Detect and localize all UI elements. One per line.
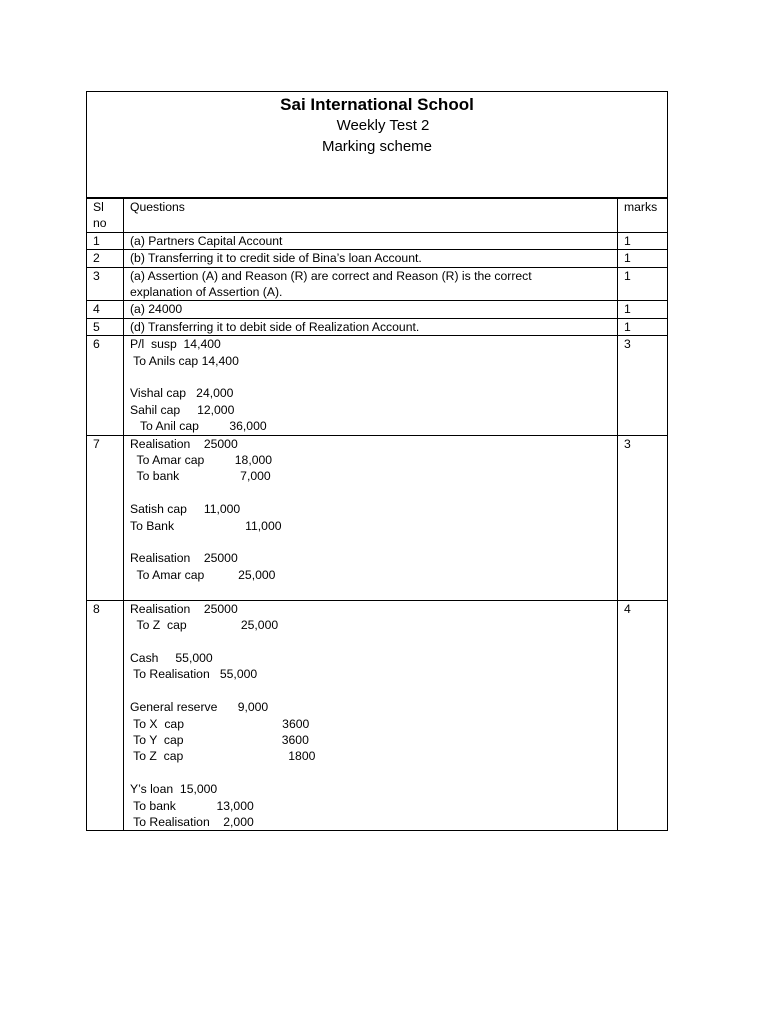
answer-line: To Amar cap 18,000 <box>130 453 273 468</box>
answer-line: (b) Transferring it to credit side of Bina’s loan Account. <box>130 251 422 266</box>
answer-line: (a) Partners Capital Account <box>130 233 283 248</box>
row-sl-cell: 2 <box>87 250 124 267</box>
table-header-row <box>87 199 668 233</box>
answer-line: Realisation 25000 <box>130 436 238 451</box>
column-header-questions: Questions <box>124 199 618 233</box>
row-question-cell <box>124 250 618 267</box>
answer-line: Cash 55,000 <box>130 650 213 665</box>
row-sl-cell: 1 <box>87 232 124 249</box>
table-row <box>87 600 668 831</box>
answer-line: (d) Transferring it to debit side of Realization Account. <box>130 319 420 334</box>
row-question-cell <box>124 600 618 831</box>
table-row <box>87 301 668 318</box>
answer-line: To X cap 3600 <box>130 716 310 731</box>
answer-line <box>130 534 611 550</box>
marking-table <box>86 198 668 831</box>
answer-line: Realisation 25000 <box>130 551 238 566</box>
row-marks-cell: 1 <box>618 232 668 249</box>
row-marks-cell: 3 <box>618 435 668 600</box>
table-row <box>87 232 668 249</box>
answer-line: To Realisation 55,000 <box>130 667 258 682</box>
answer-line: Vishal cap 24,000 <box>130 386 234 401</box>
answer-line: Realisation 25000 <box>130 601 238 616</box>
row-question-cell <box>124 232 618 249</box>
row-marks-cell: 4 <box>618 600 668 831</box>
answer-line: Satish cap 11,000 <box>130 502 241 517</box>
marking-scheme-document <box>86 91 668 831</box>
answer-line: Sahil cap 12,000 <box>130 402 235 417</box>
answer-line: (a) 24000 <box>130 302 183 317</box>
row-sl-cell: 3 <box>87 267 124 301</box>
column-header-marks: marks <box>618 199 668 233</box>
school-name: Sai International School <box>280 95 474 114</box>
table-row <box>87 267 668 301</box>
answer-line <box>130 634 611 650</box>
answer-line: To Z cap 25,000 <box>130 618 279 633</box>
answer-line: explanation of Assertion (A). <box>130 285 283 300</box>
answer-line <box>130 583 611 599</box>
answer-line <box>130 485 611 501</box>
row-question-cell <box>124 267 618 301</box>
table-row <box>87 250 668 267</box>
row-question-cell <box>124 318 618 335</box>
row-marks-cell: 1 <box>618 318 668 335</box>
table-row <box>87 318 668 335</box>
row-question-cell <box>124 301 618 318</box>
row-sl-cell: 6 <box>87 336 124 435</box>
row-marks-cell: 3 <box>618 336 668 435</box>
row-question-cell <box>124 336 618 435</box>
answer-line: To Z cap 1800 <box>130 749 316 764</box>
answer-line <box>130 683 611 699</box>
table-row <box>87 435 668 600</box>
answer-line: To Amar cap 25,000 <box>130 567 276 582</box>
row-sl-cell: 7 <box>87 435 124 600</box>
answer-line: P/l susp 14,400 <box>130 337 221 352</box>
answer-line: To bank 13,000 <box>130 798 254 813</box>
answer-line: To Bank 11,000 <box>130 518 282 533</box>
row-question-cell <box>124 435 618 600</box>
row-sl-cell: 4 <box>87 301 124 318</box>
answer-line: To Anil cap 36,000 <box>130 419 267 434</box>
answer-line: To bank 7,000 <box>130 469 271 484</box>
document-header <box>86 91 668 198</box>
answer-line: General reserve 9,000 <box>130 700 269 715</box>
answer-line: Y’s loan 15,000 <box>130 782 218 797</box>
column-header-sl: Sl no <box>87 199 124 233</box>
row-marks-cell: 1 <box>618 250 668 267</box>
answer-line: (a) Assertion (A) and Reason (R) are correct and Reason (R) is the correct <box>130 268 532 283</box>
answer-line: To Y cap 3600 <box>130 732 309 747</box>
row-marks-cell: 1 <box>618 301 668 318</box>
answer-line: To Realisation 2,000 <box>130 814 254 829</box>
row-sl-cell: 8 <box>87 600 124 831</box>
answer-line <box>130 369 611 385</box>
row-marks-cell: 1 <box>618 267 668 301</box>
answer-line <box>130 765 611 781</box>
table-row <box>87 336 668 435</box>
scheme-title: Marking scheme <box>321 138 433 155</box>
answer-line: To Anils cap 14,400 <box>130 353 239 368</box>
test-title: Weekly Test 2 <box>336 117 430 134</box>
row-sl-cell: 5 <box>87 318 124 335</box>
